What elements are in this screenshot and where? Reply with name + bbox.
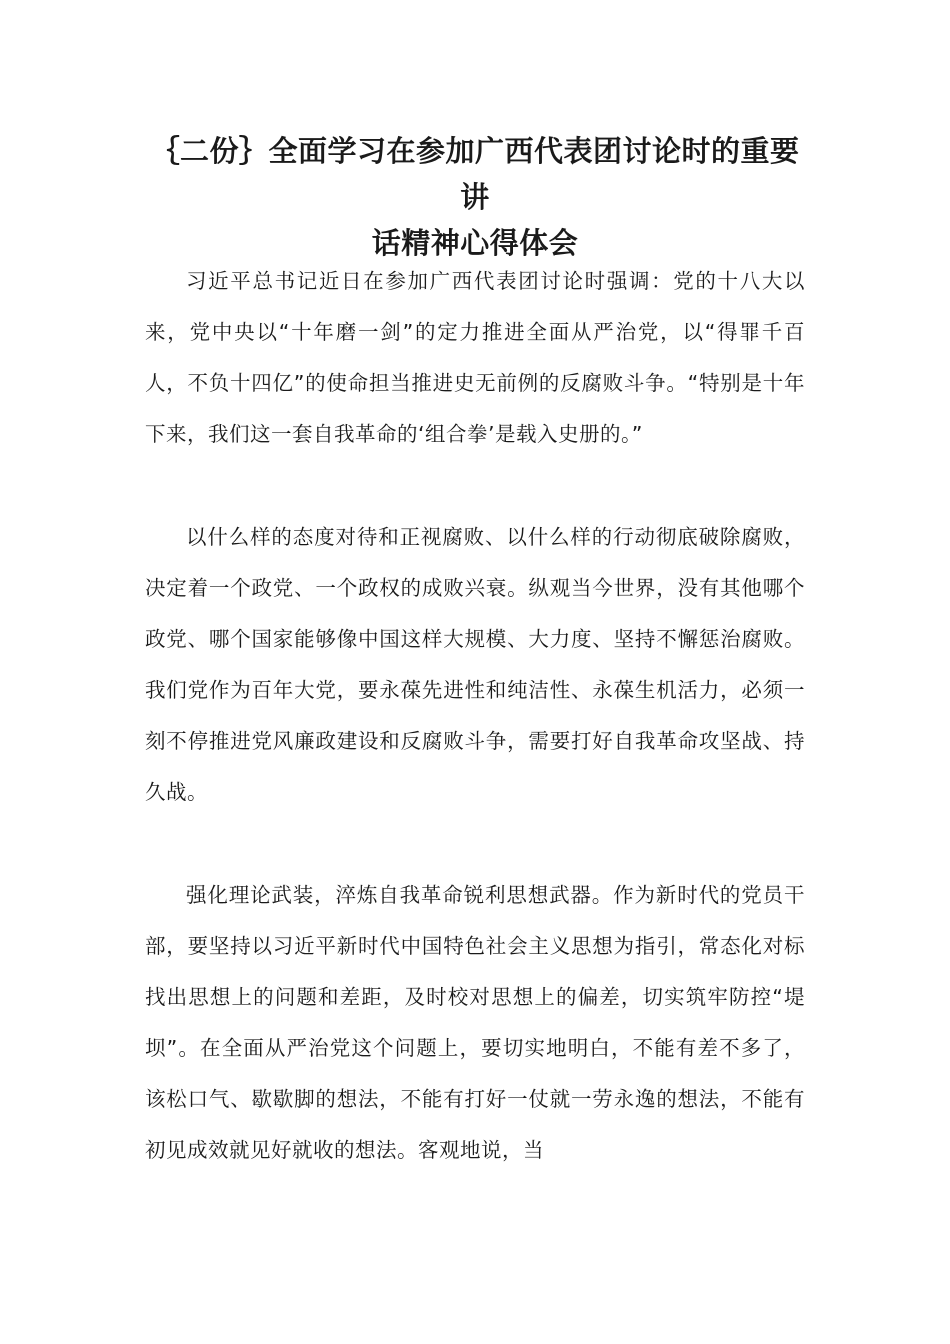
document-body — [145, 256, 805, 1176]
title-line-2: 话精神心得体会 — [371, 226, 579, 260]
document-title — [140, 128, 810, 266]
paragraph-2: 以什么样的态度对待和正视腐败、以什么样的行动彻底破除腐败，决定着一个政党、一个政权的成败兴衰。纵观当今世界，没有其他哪个政党、哪个国家能够像中国这样大规模、大力度、坚持不懈惩治腐败。我们党作为百年大党，要永葆先进性和纯洁性、永葆生机活力，必须一刻不停推进党风廉政建设和反腐败斗争，需要打好自我革命攻坚战、持久战。 — [145, 525, 805, 804]
paragraph-1: 习近平总书记近日在参加广西代表团讨论时强调：党的十八大以来，党中央以“十年磨一剑”的定力推进全面从严治党，以“得罪千百人，不负十四亿”的使命担当推进史无前例的反腐败斗争。“特别是十年下来，我们这一套自我革命的‘组合拳’是载入史册的。” — [145, 269, 805, 446]
title-line-1: ｛二份｝全面学习在参加广西代表团讨论时的重要讲 — [150, 134, 800, 214]
paragraph-3: 强化理论武装，淬炼自我革命锐利思想武器。作为新时代的党员干部，要坚持以习近平新时代中国特色社会主义思想为指引，常态化对标找出思想上的问题和差距，及时校对思想上的偏差，切实筑牢防控“堤坝”。在全面从严治党这个问题上，要切实地明白，不能有差不多了，该松口气、歇歇脚的想法，不能有打好一仗就一劳永逸的想法，不能有初见成效就见好就收的想法。客观地说，当 — [145, 883, 805, 1162]
